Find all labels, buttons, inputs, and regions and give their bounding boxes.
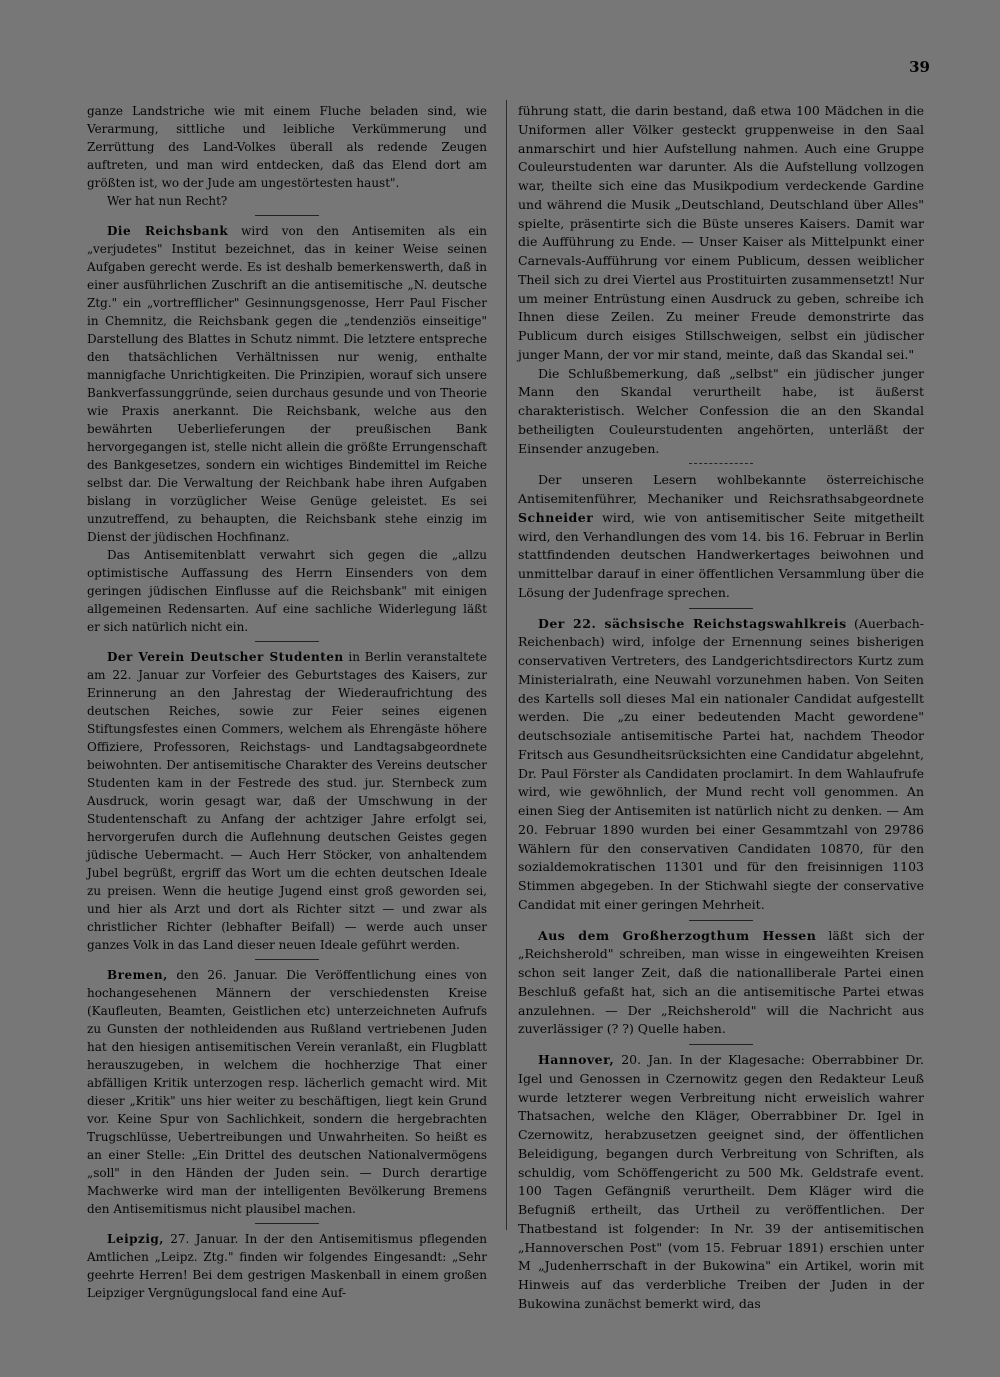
article-text: wird, wie von antisemitischer Seite mitgetheilt wird, den Verhandlungen des vom 14. bis 16. Februar in Berlin stattfindenden deutschen Handwerkertages beiwohnen und unmittelbar darauf in einer öffentlichen Versammlung über die Lösung der Judenfrage sprechen. (518, 509, 924, 600)
separator-rule (689, 608, 753, 609)
article-leipzig (87, 1230, 487, 1302)
article-text: (Auerbach-Reichenbach) wird, infolge der Ernennung seines bisherigen conservativen Vertreters, des Landgerichtsdirectors Kurtz zum Ministerialrath, eine Neuwahl vorzunehmen haben. Von Seiten des Kartells soll dieses Mal ein nationaler Candidat aufgestellt werden. Die „zu einer bedeutenden Macht gewordene" deutschsoziale antisemitische Partei hat, nachdem Theodor Fritsch aus Gesundheitsrücksichten eine Candidatur abgelehnt, Dr. Paul Förster als Candidaten proclamirt. In dem Wahlaufrufe wird, wie gewöhnlich, der Mund recht voll genommen. An einen Sieg der Antisemiten ist natürlich nicht zu denken. — Am 20. Februar 1890 wurden bei einer Gesammtzahl von 29786 Wählern für den conservativen Candidaten 10870, für den sozialdemokratischen 11301 und für den freisinnigen 1103 Stimmen abgegeben. In der Stichwahl siegte der conservative Candidat mit einer geringen Mehrheit. (518, 615, 924, 912)
page-number: 39 (909, 58, 930, 76)
separator-rule (689, 920, 753, 921)
paragraph: Die Schlußbemerkung, daß „selbst" ein jüdischer junger Mann den Skandal verurtheilt habe, ist äußerst charakteristisch. Welcher Confession die an den Skandal betheiligten Couleurstudenten angehörten, unterläßt der Einsender anzugeben. (518, 365, 924, 456)
left-column (87, 102, 487, 1302)
article-heading: Leipzig, (107, 1232, 164, 1246)
article-text: wird von den Antisemiten als ein „verjudetes" Institut bezeichnet, das in keiner Weise seinen Aufgaben gerecht werde. Es ist deshalb bemerkenswerth, daß in einer ausführlichen Zuschrift an die antisemitische „N. deutsche Ztg." ein „vortrefflicher" Gesinnungsgenosse, Herr Paul Fischer in Chemnitz, die Reichsbank gegen die „tendenziös einseitige" Darstellung des Blattes in Schutz nimmt. Die letztere entspreche den thatsächlichen Verhältnissen nur wenig, enthalte mannigfache Unrichtigkeiten. Die Prinzipien, worauf sich unsere Bankverfassunggründe, seien durchaus gesunde und von Theorie wie Praxis anerkannt. Die Reichsbank, welche aus den bewährten Ueberlieferungen der preußischen Bank hervorgegangen ist, stelle nicht allein die größte Errungenschaft des Bankgesetzes, sondern ein wichtiges Bindemittel im Reiche selbst dar. Die Verwaltung der Reichbank habe ihren Aufgaben bislang in vorzüglicher Weise Genüge geleistet. Es sei unzutreffend, zu behaupten, die Reichsbank stehe einzig im Dienst der jüdischen Hochfinanz. (87, 224, 487, 544)
person-name: Schneider (518, 509, 594, 525)
separator-rule (689, 463, 753, 465)
separator-rule (255, 1223, 319, 1224)
article-text: den 26. Januar. Die Veröffentlichung eines von hochangesehenen Männern der verschiedensten Kreise (Kaufleuten, Beamten, Geistlichen etc) unterzeichneten Aufrufs zu Gunsten der nothleidenden aus Rußland vertriebenen Juden hat den hiesigen antisemitischen Verein veranlaßt, ein Flugblatt herauszugeben, in welchem die hochherzige That einer abfälligen Kritik unterzogen resp. lächerlich gemacht wird. Mit dieser „Kritik" uns hier weiter zu beschäftigen, liegt kein Grund vor. Keine Spur von Sachlichkeit, sondern die hergebrachten Trugschlüsse, Uebertreibungen und Unwahrheiten. So heißt es an einer Stelle: „Ein Drittel des deutschen Nationalvermögens „soll" in den Händen der Juden sein. — Durch derartige Machwerke wird man der intelligenten Bevölkerung Bremens den Antisemitismus nicht plausibel machen. (87, 968, 487, 1216)
article-text: Der unseren Lesern wohlbekannte österreichische Antisemitenführer, Mechaniker und Reichsrathsabgeordnete (518, 472, 924, 506)
article-text: 20. Jan. In der Klagesache: Oberrabbiner Dr. Igel und Genossen in Czernowitz gegen den Redakteur Leuß wurde letzterer wegen Verbreitung nicht erweislich wahrer Thatsachen, welche den Kläger, Oberrabbiner Dr. Igel in Czernowitz, herabzusetzen geeignet sind, der öffentlichen Beleidigung, begangen durch Verbreitung von Schriften, als schuldig, vom Schöffengericht zu 500 Mk. Geldstrafe event. 100 Tagen Gefängniß verurtheilt. Dem Kläger wird die Befugniß ertheilt, das Urtheil zu veröffentlichen. Der Thatbestand ist folgender: In Nr. 39 der antisemitischen „Hannoverschen Post" (vom 15. Februar 1891) erschien unter M „Judenherrschaft in der Bukowina" ein Artikel, worin mit Hinweis auf das verderbliche Treiben der Juden in der Bukowina zunächst bemerkt wird, das (518, 1052, 924, 1311)
article-text: in Berlin veranstaltete am 22. Januar zur Vorfeier des Geburtstages des Kaisers, zur Erinnerung an den Jahrestag der Wiederaufrichtung des deutschen Reiches, sowie zur Feier seines eigenen Stiftungsfestes einen Commers, welchem als Ehrengäste höhere Offiziere, Professoren, Reichstags- und Landtagsabgeordnete beiwohnten. Der antisemitische Charakter des Vereins deutscher Studenten kam in der Festrede des stud. jur. Sternbeck zum Ausdruck, worin gesagt war, daß der Umschwung in der Studentenschaft zu Anfang der achtziger Jahre erfolgt sei, hervorgerufen durch die Auflehnung deutschen Geistes gegen jüdische Uebermacht. — Auch Herr Stöcker, von anhaltendem Jubel begrüßt, ergriff das Wort um die echten deutschen Ideale zu preisen. Wenn die heutige Jugend einst groß geworden sei, und hier als Arzt und dort als Richter sitzt — und zwar als christlicher Richter (lebhafter Beifall) — werde auch unser ganzes Volk in das Land dieser neuen Ideale geführt werden. (87, 650, 487, 952)
article-hannover (518, 1051, 924, 1314)
article-text: läßt sich der „Reichsherold" schreiben, man wisse in eingeweihten Kreisen schon seit langer Zeit, daß die nationalliberale Partei einen Beschluß gefaßt hat, sich an die antisemitische Partei etwas anzulehnen. — Der „Reichsherold" will die Nachricht aus zuverlässiger (? ?) Quelle haben. (518, 927, 924, 1037)
article-heading: Aus dem Großherzogthum Hessen (538, 927, 817, 943)
article-heading: Die Reichsbank (107, 224, 229, 238)
article-text: 27. Januar. In der den Antisemitismus pflegenden Amtlichen „Leipz. Ztg." finden wir folgendes Eingesandt: „Sehr geehrte Herren! Bei dem gestrigen Maskenball in einem großen Leipziger Vergnügungslocal fand eine Auf- (87, 1232, 487, 1300)
separator-rule (255, 641, 319, 642)
paragraph: führung statt, die darin bestand, daß etwa 100 Mädchen in die Uniformen aller Völker gesteckt gruppenweise in den Saal anmarschirt und hier Aufstellung nahmen. Auch eine Gruppe Couleurstudenten war darunter. Als die Aufstellung vollzogen war, theilte sich eine das Musikpodium verdeckende Gardine und während die Musik „Deutschland, Deutschland über Alles" spielte, präsentirte sich die Büste unseres Kaisers. Damit war die Aufführung zu Ende. — Unser Kaiser als Mittelpunkt einer Carnevals-Aufführung vor einem Publicum, dessen weiblicher Theil sich zu drei Viertel aus Prostituirten zusammensetzt! Nur um meiner Entrüstung einen Ausdruck zu geben, schreibe ich Ihnen diese Zeilen. Zu meiner Freude demonstrirte das Publicum durch eisiges Stillschweigen, selbst ein jüdischer junger Mann, der vor mir stand, meinte, daß das Skandal sei." (518, 103, 924, 362)
article-heading: Der Verein Deutscher Studenten (107, 650, 344, 664)
article-reichsbank (87, 222, 487, 546)
article-heading: Bremen, (107, 968, 168, 982)
paragraph: ganze Landstriche wie mit einem Fluche beladen sind, wie Verarmung, sittliche und leibliche Verkümmerung und Zerrüttung des Land-Volkes überall als redende Zeugen auftreten, und man wird entdecken, daß das Elend dort am größten ist, wo der Jude am ungestörtesten haust". (87, 104, 487, 190)
article-bremen (87, 966, 487, 1218)
separator-rule (689, 1044, 753, 1045)
article-verein (87, 648, 487, 954)
article-heading: Der 22. sächsische Reichstagswahlkreis (538, 615, 847, 631)
paragraph: Wer hat nun Recht? (107, 194, 228, 208)
article-wahlkreis (518, 615, 924, 915)
article-schneider (518, 471, 924, 602)
paragraph: Das Antisemitenblatt verwahrt sich gegen die „allzu optimistische Auffassung des Herrn Einsenders von dem geringen jüdischen Einflusse auf die Reichsbank" mit einigen allgemeinen Redensarten. Auf eine sachliche Widerlegung läßt er sich natürlich nicht ein. (87, 548, 487, 634)
article-hessen (518, 927, 924, 1040)
right-column (518, 102, 924, 1314)
separator-rule (255, 215, 319, 216)
separator-rule (255, 959, 319, 960)
article-heading: Hannover, (538, 1052, 615, 1067)
column-divider (506, 100, 507, 1230)
